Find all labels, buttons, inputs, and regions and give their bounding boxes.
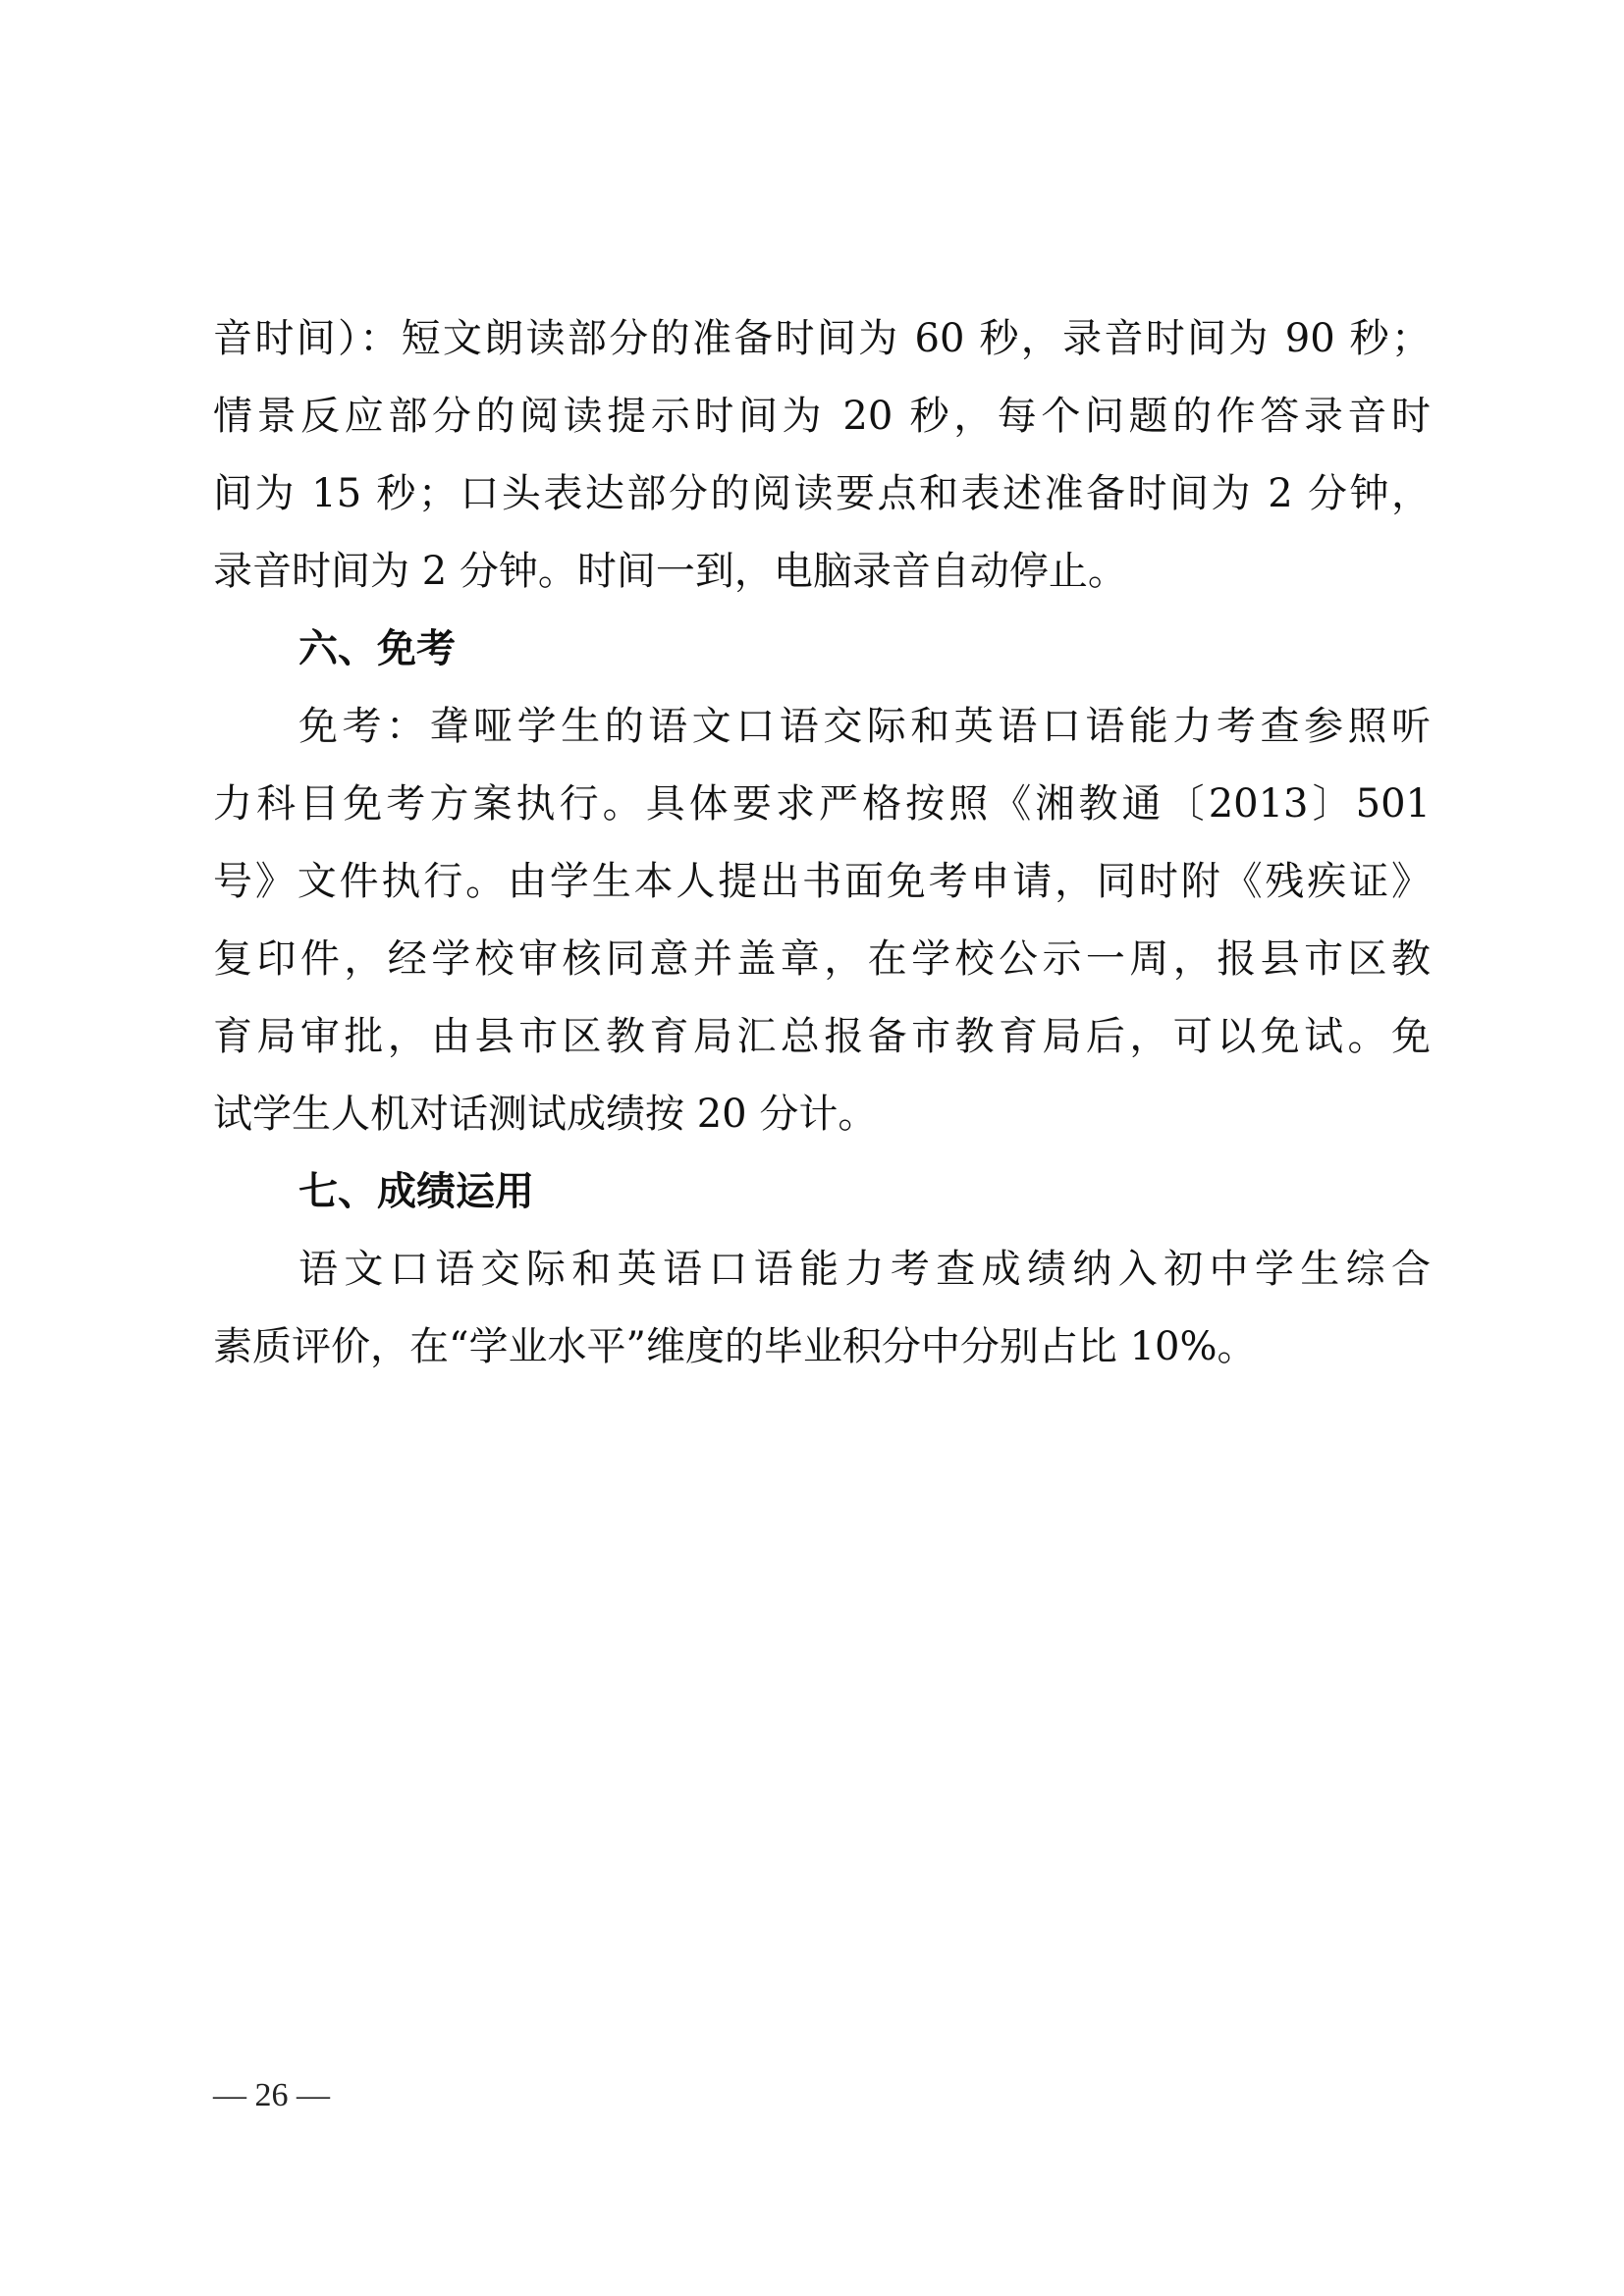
paragraph-line: 力科目免考方案执行。具体要求严格按照《湘教通〔2013〕501 (213, 781, 1431, 827)
paragraph-line: 免考：聋哑学生的语文口语交际和英语口语能力考查参照听 (298, 704, 1431, 749)
paragraph-line: 间为 15 秒；口头表达部分的阅读要点和表述准备时间为 2 分钟， (213, 471, 1431, 516)
section-heading-exemption: 六、免考 (298, 626, 456, 671)
paragraph-line: 号》文件执行。由学生本人提出书面免考申请，同时附《残疾证》 (213, 859, 1431, 904)
paragraph-line: 复印件，经学校审核同意并盖章，在学校公示一周，报县市区教 (213, 936, 1431, 982)
paragraph-line: 语文口语交际和英语口语能力考查成绩纳入初中学生综合 (298, 1247, 1431, 1292)
section-heading-score-use: 七、成绩运用 (298, 1169, 534, 1214)
paragraph-line: 音时间）：短文朗读部分的准备时间为 60 秒，录音时间为 90 秒； (213, 316, 1431, 361)
paragraph-line: 情景反应部分的阅读提示时间为 20 秒，每个问题的作答录音时 (213, 394, 1431, 439)
page-number: — 26 — (213, 2077, 330, 2113)
paragraph-line: 素质评价，在“学业水平”维度的毕业积分中分别占比 10%。 (213, 1324, 1257, 1369)
exemption-paragraph (213, 688, 1431, 1153)
score-use-paragraph (213, 1231, 1431, 1386)
paragraph-line: 育局审批，由县市区教育局汇总报备市教育局后，可以免试。免 (213, 1014, 1431, 1059)
paragraph-line: 试学生人机对话测试成绩按 20 分计。 (213, 1092, 878, 1137)
document-body (213, 300, 1431, 1386)
continued-paragraph (213, 300, 1431, 611)
paragraph-line: 录音时间为 2 分钟。时间一到，电脑录音自动停止。 (213, 549, 1127, 594)
